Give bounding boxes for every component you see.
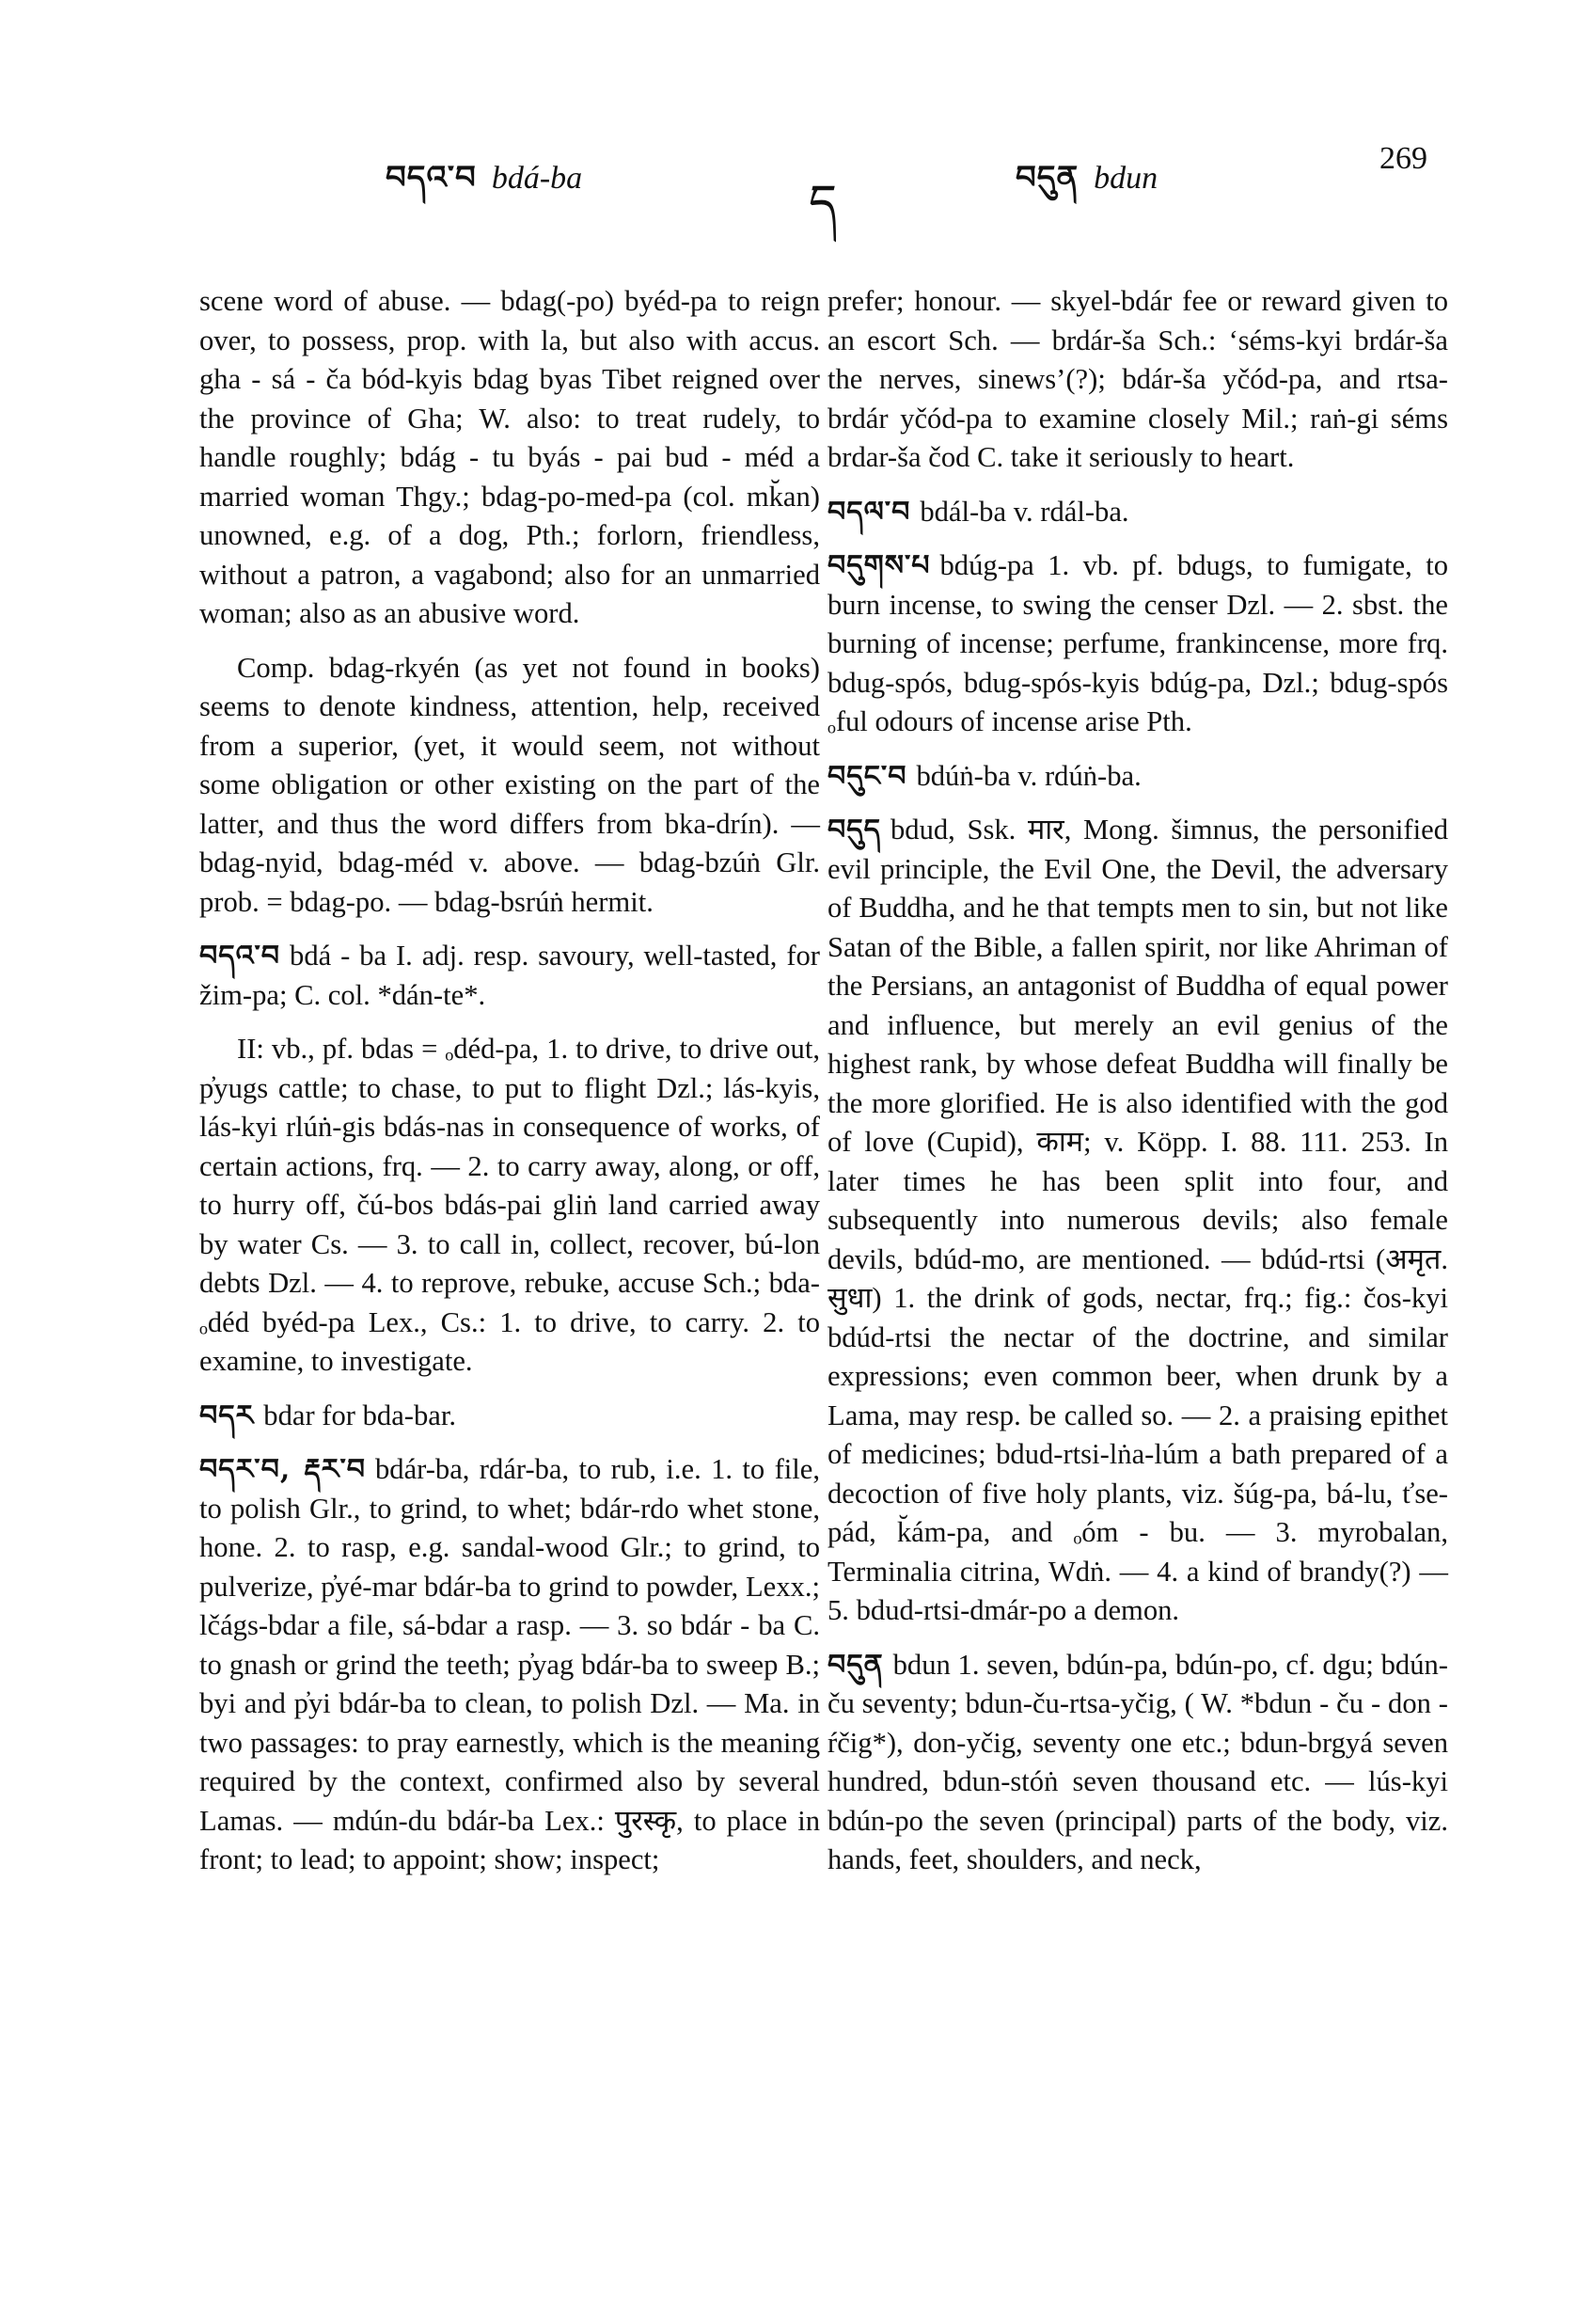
entry-text: scene word of abuse. — bdag(-po) byéd-pa to reign over, to possess, prop. with la, but also with accus. gha - sá - ča bód-kyis bdag byas Tibet reigned over the province of Gha; W. also: to treat rudely, to handle roughly; bdág - tu byás - pai bud - méd a married woman Thgy.; bdag-po-med-pa (col. mk̆an) unowned, e.g. of a dog, Pth.; forlorn, friendless, without a patron, a vagabond; also for an unmarried woman; also as an abusive word. bbox=[199, 285, 820, 629]
header-right-tibetan: བདུན bbox=[1016, 159, 1080, 197]
header-right-roman: bdun bbox=[1094, 161, 1158, 196]
entry-text: bdun 1. seven, bdún-pa, bdún-po, cf. dgu; bdún-ču seventy; bdun-ču-rtsa-yčig, ( W. *bdun - ču - don - ŕčig*), don-yčig, seventy one etc.; bdun-brgyá seven hundred, bdun-stóṅ seven thousand etc. — lús-kyi bdún-po the seven (principal) parts of the body, viz. hands, feet, shoulders, and neck, bbox=[827, 1648, 1448, 1875]
header-center-letter: ད bbox=[809, 175, 838, 231]
tibetan-headword: བདུན bbox=[827, 1648, 884, 1682]
left-column bbox=[199, 282, 820, 1895]
entry-text: bdar for bda-bar. bbox=[263, 1399, 457, 1431]
header-left bbox=[386, 141, 582, 231]
dictionary-entry bbox=[827, 757, 1448, 797]
tibetan-headword: བདལ་བ bbox=[827, 495, 911, 529]
tibetan-headword: བདར bbox=[199, 1399, 255, 1432]
entry-text: bdúg-pa 1. vb. pf. bdugs, to fumigate, to burn incense, to swing the censer Dzl. — 2. sbst. the burning of incense; perfume, frankincense, more frq. bdug-spós, bdug-spós-kyis bdúg-pa, Dzl.; bdug-spós ₒful odours of incense arise Pth. bbox=[827, 549, 1448, 737]
page-number: 269 bbox=[1379, 141, 1427, 176]
dictionary-entry bbox=[827, 282, 1448, 478]
entry-text: prefer; honour. — skyel-bdár fee or reward given to an escort Sch. — brdár-ša Sch.: ‘séms-kyi brdár-ša the nerves, sinews’(?); bdár-ša yčód-pa, and rtsa-brdár yčód-pa to examine closely Mil.; raṅ-gi séms brdar-ša čod C. take it seriously to heart. bbox=[827, 285, 1448, 473]
dictionary-entry bbox=[199, 1450, 820, 1880]
entry-text: bdár-ba, rdár-ba, to rub, i.e. 1. to file, to polish Glr., to grind, to whet; bdár-rdo whet stone, hone. 2. to rasp, e.g. sandal-wood Glr.; to grind, to pulverize, p̓yé-mar bdár-ba to grind to powder, Lexx.; lčágs-bdar a file, sá-bdar a rasp. — 3. so bdár - ba C. to gnash or grind the teeth; p̓yag bdár-ba to sweep B.; byi and p̓yi bdár-ba to clean, to polish Dzl. — Ma. in two passages: to pray earnestly, which is the meaning required by the context, confirmed also by several Lamas. — mdún-du bdár-ba Lex.: पुरस्कृ, to place in front; to lead; to appoint; show; inspect; bbox=[199, 1453, 820, 1875]
entry-text: bdál-ba v. rdál-ba. bbox=[920, 495, 1129, 528]
dictionary-entry bbox=[199, 1030, 820, 1382]
tibetan-headword: བདུང་བ bbox=[827, 759, 907, 793]
entry-text: bdá - ba I. adj. resp. savoury, well-tasted, for žim-pa; C. col. *dán-te*. bbox=[199, 940, 820, 1011]
tibetan-headword: བདུད bbox=[827, 814, 881, 846]
dictionary-entry bbox=[199, 649, 820, 923]
header-left-tibetan: བདའ་བ bbox=[386, 159, 477, 197]
tibetan-headword: བདར་བ, རྡར་བ bbox=[199, 1453, 366, 1486]
dictionary-entry bbox=[827, 546, 1448, 742]
dictionary-entry bbox=[199, 1397, 820, 1436]
header-left-roman: bdá-ba bbox=[491, 161, 583, 196]
dictionary-entry bbox=[827, 493, 1448, 532]
entry-text: bdúṅ-ba v. rdúṅ-ba. bbox=[916, 759, 1142, 792]
right-column bbox=[827, 282, 1448, 1895]
dictionary-entry bbox=[827, 811, 1448, 1631]
entry-text: bdud, Ssk. मार, Mong. šimnus, the personified evil principle, the Evil One, the Devil, the adversary of Buddha, and he that tempts men to sin, but not like Satan of the Bible, a fallen spirit, nor like Ahriman of the Persians, an antagonist of Buddha of equal power and influence, but merely an evil genius of the highest rank, by whose defeat Buddha will finally be the more glorified. He is also identified with the god of love (Cupid), काम; v. Köpp. I. 88. 111. 253. In later times he has been split into four, and subsequently into numerous devils; also female devils, bdúd-mo, are mentioned. — bdúd-rtsi (अमृत. सुधा) 1. the drink of gods, nectar, frq.; fig.: čos-kyi bdúd-rtsi the nectar of the doctrine, and similar expressions; even common beer, when drunk by a Lama, may resp. be called so. — 2. a praising epithet of medicines; bdud-rtsi-lṅa-lúm a bath prepared of a decoction of five holy plants, viz. šúg-pa, bá-lu, ťse-pád, k̆ám-pa, and ₒóm - bu. — 3. myrobalan, Terminalia citrina, Wdṅ. — 4. a kind of brandy(?) — 5. bdud-rtsi-dmár-po a demon. bbox=[827, 814, 1448, 1626]
entry-text: Comp. bdag-rkyén (as yet not found in books) seems to denote kindness, attention, help, received from a superior, (yet, it would seem, not without some obligation or other existing on the part of the latter, and thus the word differs from bka-drín). — bdag-nyid, bdag-méd v. above. — bdag-bzúṅ Glr. prob. = bdag-po. — bdag-bsrúṅ hermit. bbox=[199, 651, 820, 918]
entry-text: II: vb., pf. bdas = ₒdéd-pa, 1. to drive, to drive out, p̓yugs cattle; to chase, to put to flight Dzl.; lás-kyis, lás-kyi rlúṅ-gis bdás-nas in consequence of works, of certain actions, frq. — 2. to carry away, along, or off, to hurry off, čú-bos bdás-pai gliṅ land carried away by water Cs. — 3. to call in, collect, recover, bú-lon debts Dzl. — 4. to reprove, rebuke, accuse Sch.; bda-ₒdéd byéd-pa Lex., Cs.: 1. to drive, to carry. 2. to examine, to investigate. bbox=[199, 1033, 820, 1377]
tibetan-headword: བདའ་བ bbox=[199, 940, 281, 972]
dictionary-entry bbox=[199, 937, 820, 1015]
dictionary-entry bbox=[199, 282, 820, 634]
dictionary-entry bbox=[827, 1646, 1448, 1880]
tibetan-headword: བདུགས་པ bbox=[827, 549, 931, 582]
header-right bbox=[1016, 141, 1158, 231]
